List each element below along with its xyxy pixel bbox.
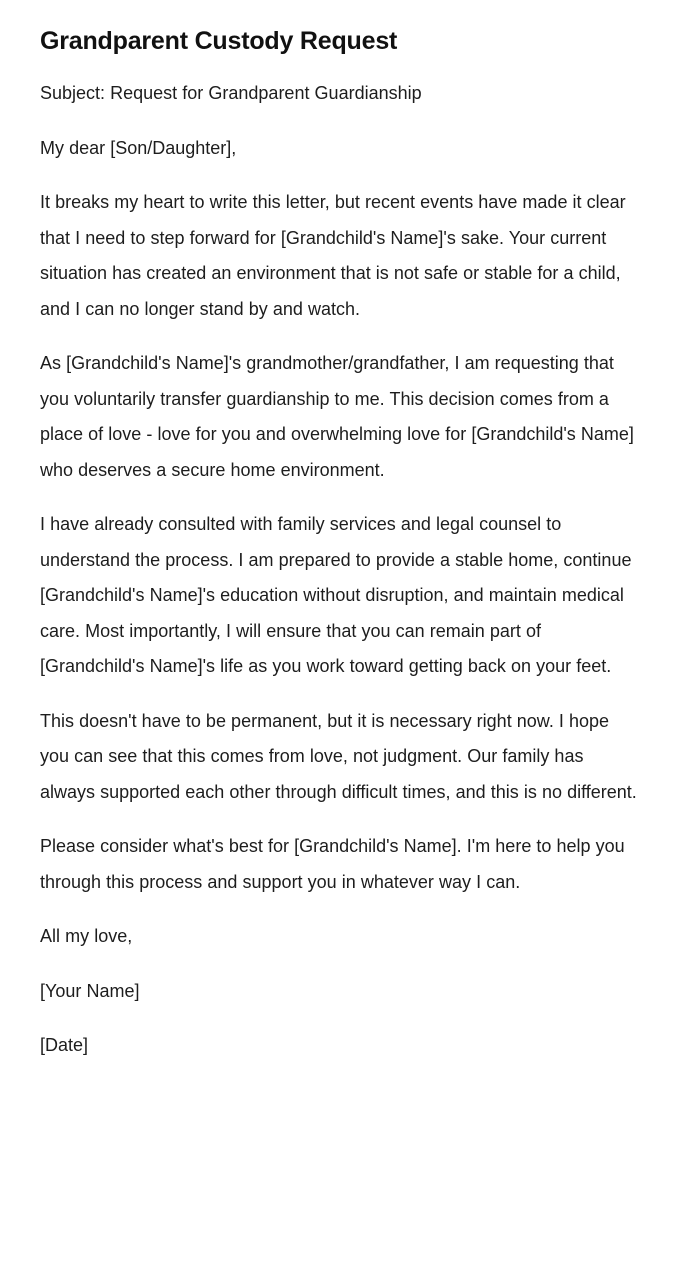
- paragraph-salutation: My dear [Son/Daughter],: [40, 137, 237, 158]
- paragraph-reassurance: This doesn't have to be permanent, but it is necessary right now. I hope you can see that this comes from love, not judgment. Our family has always supported each other through difficult times, and this is no different.: [40, 710, 637, 802]
- paragraph-preparations: I have already consulted with family services and legal counsel to understand the process. I am prepared to provide a stable home, continue [Grandchild's Name]'s education without disruption, and maintain medical care. Most importantly, I will ensure that you can remain part of [Grandchild's Name]'s life as you work toward getting back on your feet.: [40, 514, 632, 676]
- page-title: Grandparent Custody Request: [40, 27, 398, 55]
- paragraph-closing-appeal: Please consider what's best for [Grandchild's Name]. I'm here to help you through this process and support you in whatever way I can.: [40, 836, 625, 892]
- paragraph-signoff: All my love,: [40, 926, 133, 946]
- paragraph-guardianship-request: As [Grandchild's Name]'s grandmother/grandfather, I am requesting that you voluntarily transfer guardianship to me. This decision comes from a place of love - love for you and overwhelming love for [Grandchild's Name] who deserves a secure home environment.: [40, 353, 634, 480]
- paragraph-date-placeholder: [Date]: [40, 1035, 89, 1055]
- paragraph-subject-line: Subject: Request for Grandparent Guardianship: [40, 83, 422, 103]
- paragraph-sender-name-placeholder: [Your Name]: [40, 980, 140, 1001]
- paragraph-opening-concern: It breaks my heart to write this letter, but recent events have made it clear that I need to step forward for [Grandchild's Name]'s sake. Your current situation has created an environment that is not safe or stable for a child, and I can no longer stand by and watch.: [40, 192, 626, 319]
- letter-body: [40, 76, 640, 1064]
